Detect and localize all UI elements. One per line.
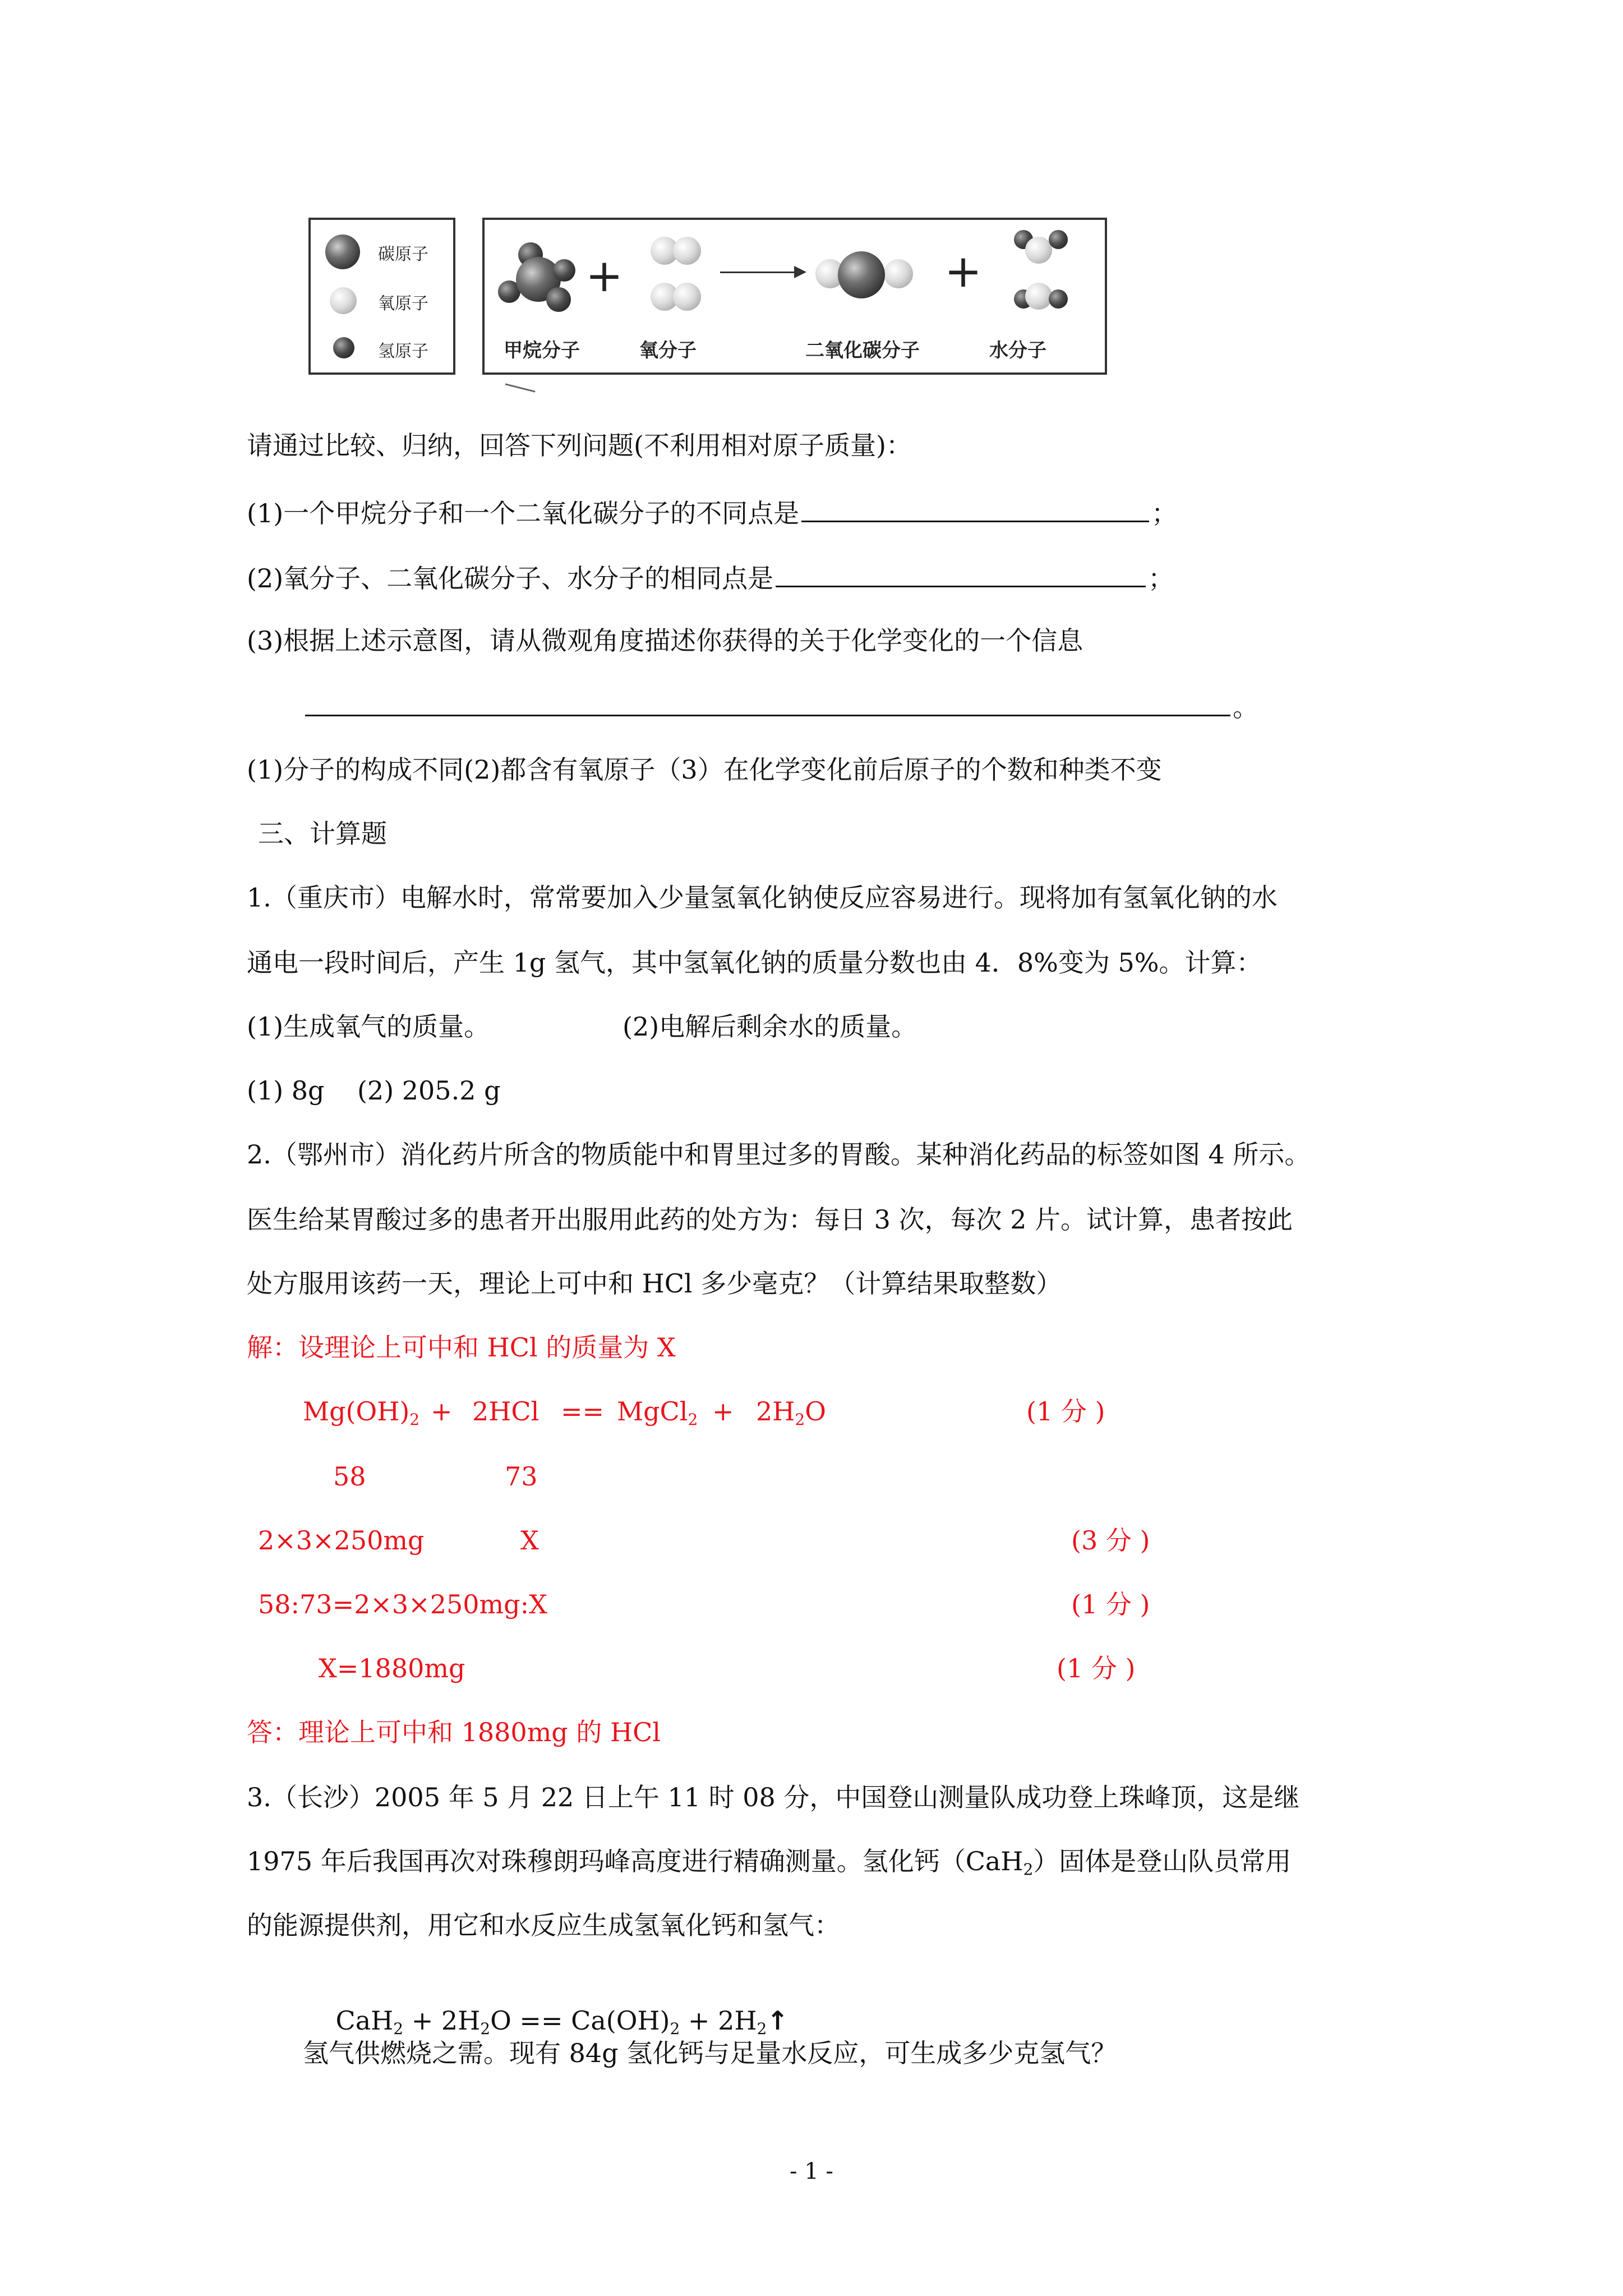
section-heading: 三、计算题 <box>258 818 387 849</box>
problem-1-sub-1: (1)生成氧气的质量。 <box>247 1011 490 1042</box>
answer-blank-1 <box>801 496 1149 522</box>
hydrogen-atom-icon <box>333 337 354 358</box>
question-2-end: ； <box>1148 563 1174 593</box>
question-1-end: ； <box>1151 498 1178 528</box>
legend-oxygen <box>322 282 451 321</box>
question-3-blank-line <box>303 690 1623 723</box>
methane-label: 甲烷分子 <box>504 339 580 362</box>
eq-plus-1: + <box>431 1396 453 1427</box>
legend-carbon <box>322 232 451 272</box>
plus-sign-1: + <box>585 250 624 302</box>
page-number: - 1 - <box>790 2159 833 2184</box>
problem-1-line-2: 通电一段时间后，产生 1g 氢气，其中氢氧化钠的质量分数也由 4．8%变为 5%。计算： <box>247 947 1262 978</box>
legend-oxygen-label: 氧原子 <box>378 294 428 314</box>
eq-mgoh2: $Mg(OH)_2$ <box>303 1396 420 1429</box>
eq-plus-2: + <box>712 1396 734 1427</box>
eq-mgcl2: MgCl$_2$ <box>617 1396 698 1429</box>
plus-sign-2: + <box>944 245 983 297</box>
question-intro: 请通过比较、归纳，回答下列问题(不利用相对原子质量)： <box>247 430 912 461</box>
problem-1-answer: (1) 8g (2) 205.2 g <box>247 1075 501 1106</box>
question-1-text: (1)一个甲烷分子和一个二氧化碳分子的不同点是 <box>247 498 800 528</box>
eq-h2o: $2H_2O$ <box>756 1396 826 1429</box>
co2-label: 二氧化碳分子 <box>805 339 920 362</box>
row3-left: 2×3×250mg <box>258 1525 425 1556</box>
legend-hydrogen <box>322 329 451 369</box>
legend-hydrogen-label: 氢原子 <box>378 342 428 361</box>
reaction-box <box>482 218 1107 375</box>
reaction-arrow-icon <box>720 272 804 273</box>
problem-2-line-2: 医生给某胃酸过多的患者开出服用此药的处方为：每日 3 次，每次 2 片。试计算，患者按此 <box>247 1204 1293 1235</box>
molar-58: 58 <box>333 1461 366 1492</box>
problem-3-line-1: 3.（长沙）2005 年 5 月 22 日上午 11 时 08 分，中国登山测量队成功登上珠峰顶，这是继 <box>247 1782 1300 1812</box>
question-3-end: 。 <box>1233 692 1258 723</box>
water-label: 水分子 <box>989 339 1046 362</box>
question-3: (3)根据上述示意图，请从微观角度描述你获得的关于化学变化的一个信息 <box>247 625 1083 656</box>
problem-1-line-1: 1.（重庆市）电解水时，常常要加入少量氢氧化钠使反应容易进行。现将加有氢氧化钠的水 <box>247 882 1278 913</box>
problem-1-sub-2: (2)电解后剩余水的质量。 <box>623 1011 917 1042</box>
row3-x: X <box>520 1525 539 1556</box>
question-1 <box>247 496 1623 529</box>
eq-equals: == <box>561 1396 605 1427</box>
oxygen-atom-icon <box>330 287 357 314</box>
oxygen-molecule-label: 氧分子 <box>639 339 697 362</box>
question-2 <box>247 561 1623 594</box>
solution-answer: 答：理论上可中和 1880mg 的 HCl <box>247 1717 661 1747</box>
problem-2-line-1: 2.（鄂州市）消化药片所含的物质能中和胃里过多的胃酸。某种消化药品的标签如图 4 所示。 <box>247 1139 1311 1170</box>
score-4: (1 分 ) <box>1071 1589 1150 1619</box>
answer-blank-3 <box>305 690 1230 716</box>
problem-3-line-2: 1975 年后我国再次对珠穆朗玛峰高度进行精确测量。氢化钙（CaH$_2$）固体是登山队员常用 <box>247 1846 1292 1879</box>
score-1: (1 分 ) <box>1026 1396 1105 1427</box>
molar-73: 73 <box>505 1461 538 1492</box>
gas-up-arrow-icon: ↑ <box>767 2005 789 2036</box>
answer-blank-2 <box>776 561 1146 587</box>
question-2-text: (2)氧分子、二氧化碳分子、水分子的相同点是 <box>247 563 774 593</box>
solution-intro: 解：设理论上可中和 HCl 的质量为 X <box>247 1332 676 1363</box>
question-answer: (1)分子的构成不同(2)都含有氧原子（3）在化学变化前后原子的个数和种类不变 <box>247 754 1162 785</box>
row5-result: X=1880mg <box>319 1653 465 1683</box>
problem-2-line-3: 处方服用该药一天，理论上可中和 HCl 多少毫克？（计算结果取整数） <box>247 1268 1062 1299</box>
problem-3-line-3: 的能源提供剂，用它和水反应生成氢氧化钙和氢气： <box>247 1910 840 1940</box>
atom-legend <box>308 218 455 375</box>
row4-ratio: 58:73=2×3×250mg:X <box>258 1589 547 1619</box>
legend-carbon-label: 碳原子 <box>378 245 428 264</box>
problem-3-line-5: 氢气供燃烧之需。现有 84g 氢化钙与足量水反应，可生成多少克氢气？ <box>303 2038 1117 2068</box>
reaction-diagram <box>308 218 1110 381</box>
score-5: (1 分 ) <box>1057 1653 1136 1683</box>
scan-mark <box>505 383 535 392</box>
eq-hcl: 2HCl <box>472 1396 540 1427</box>
score-3: (3 分 ) <box>1071 1525 1150 1556</box>
problem-3-equation: $CaH_2 + 2H_2O == Ca(OH)_2$ + $2H_2↑$ <box>335 2005 789 2038</box>
carbon-atom-icon <box>325 234 360 269</box>
